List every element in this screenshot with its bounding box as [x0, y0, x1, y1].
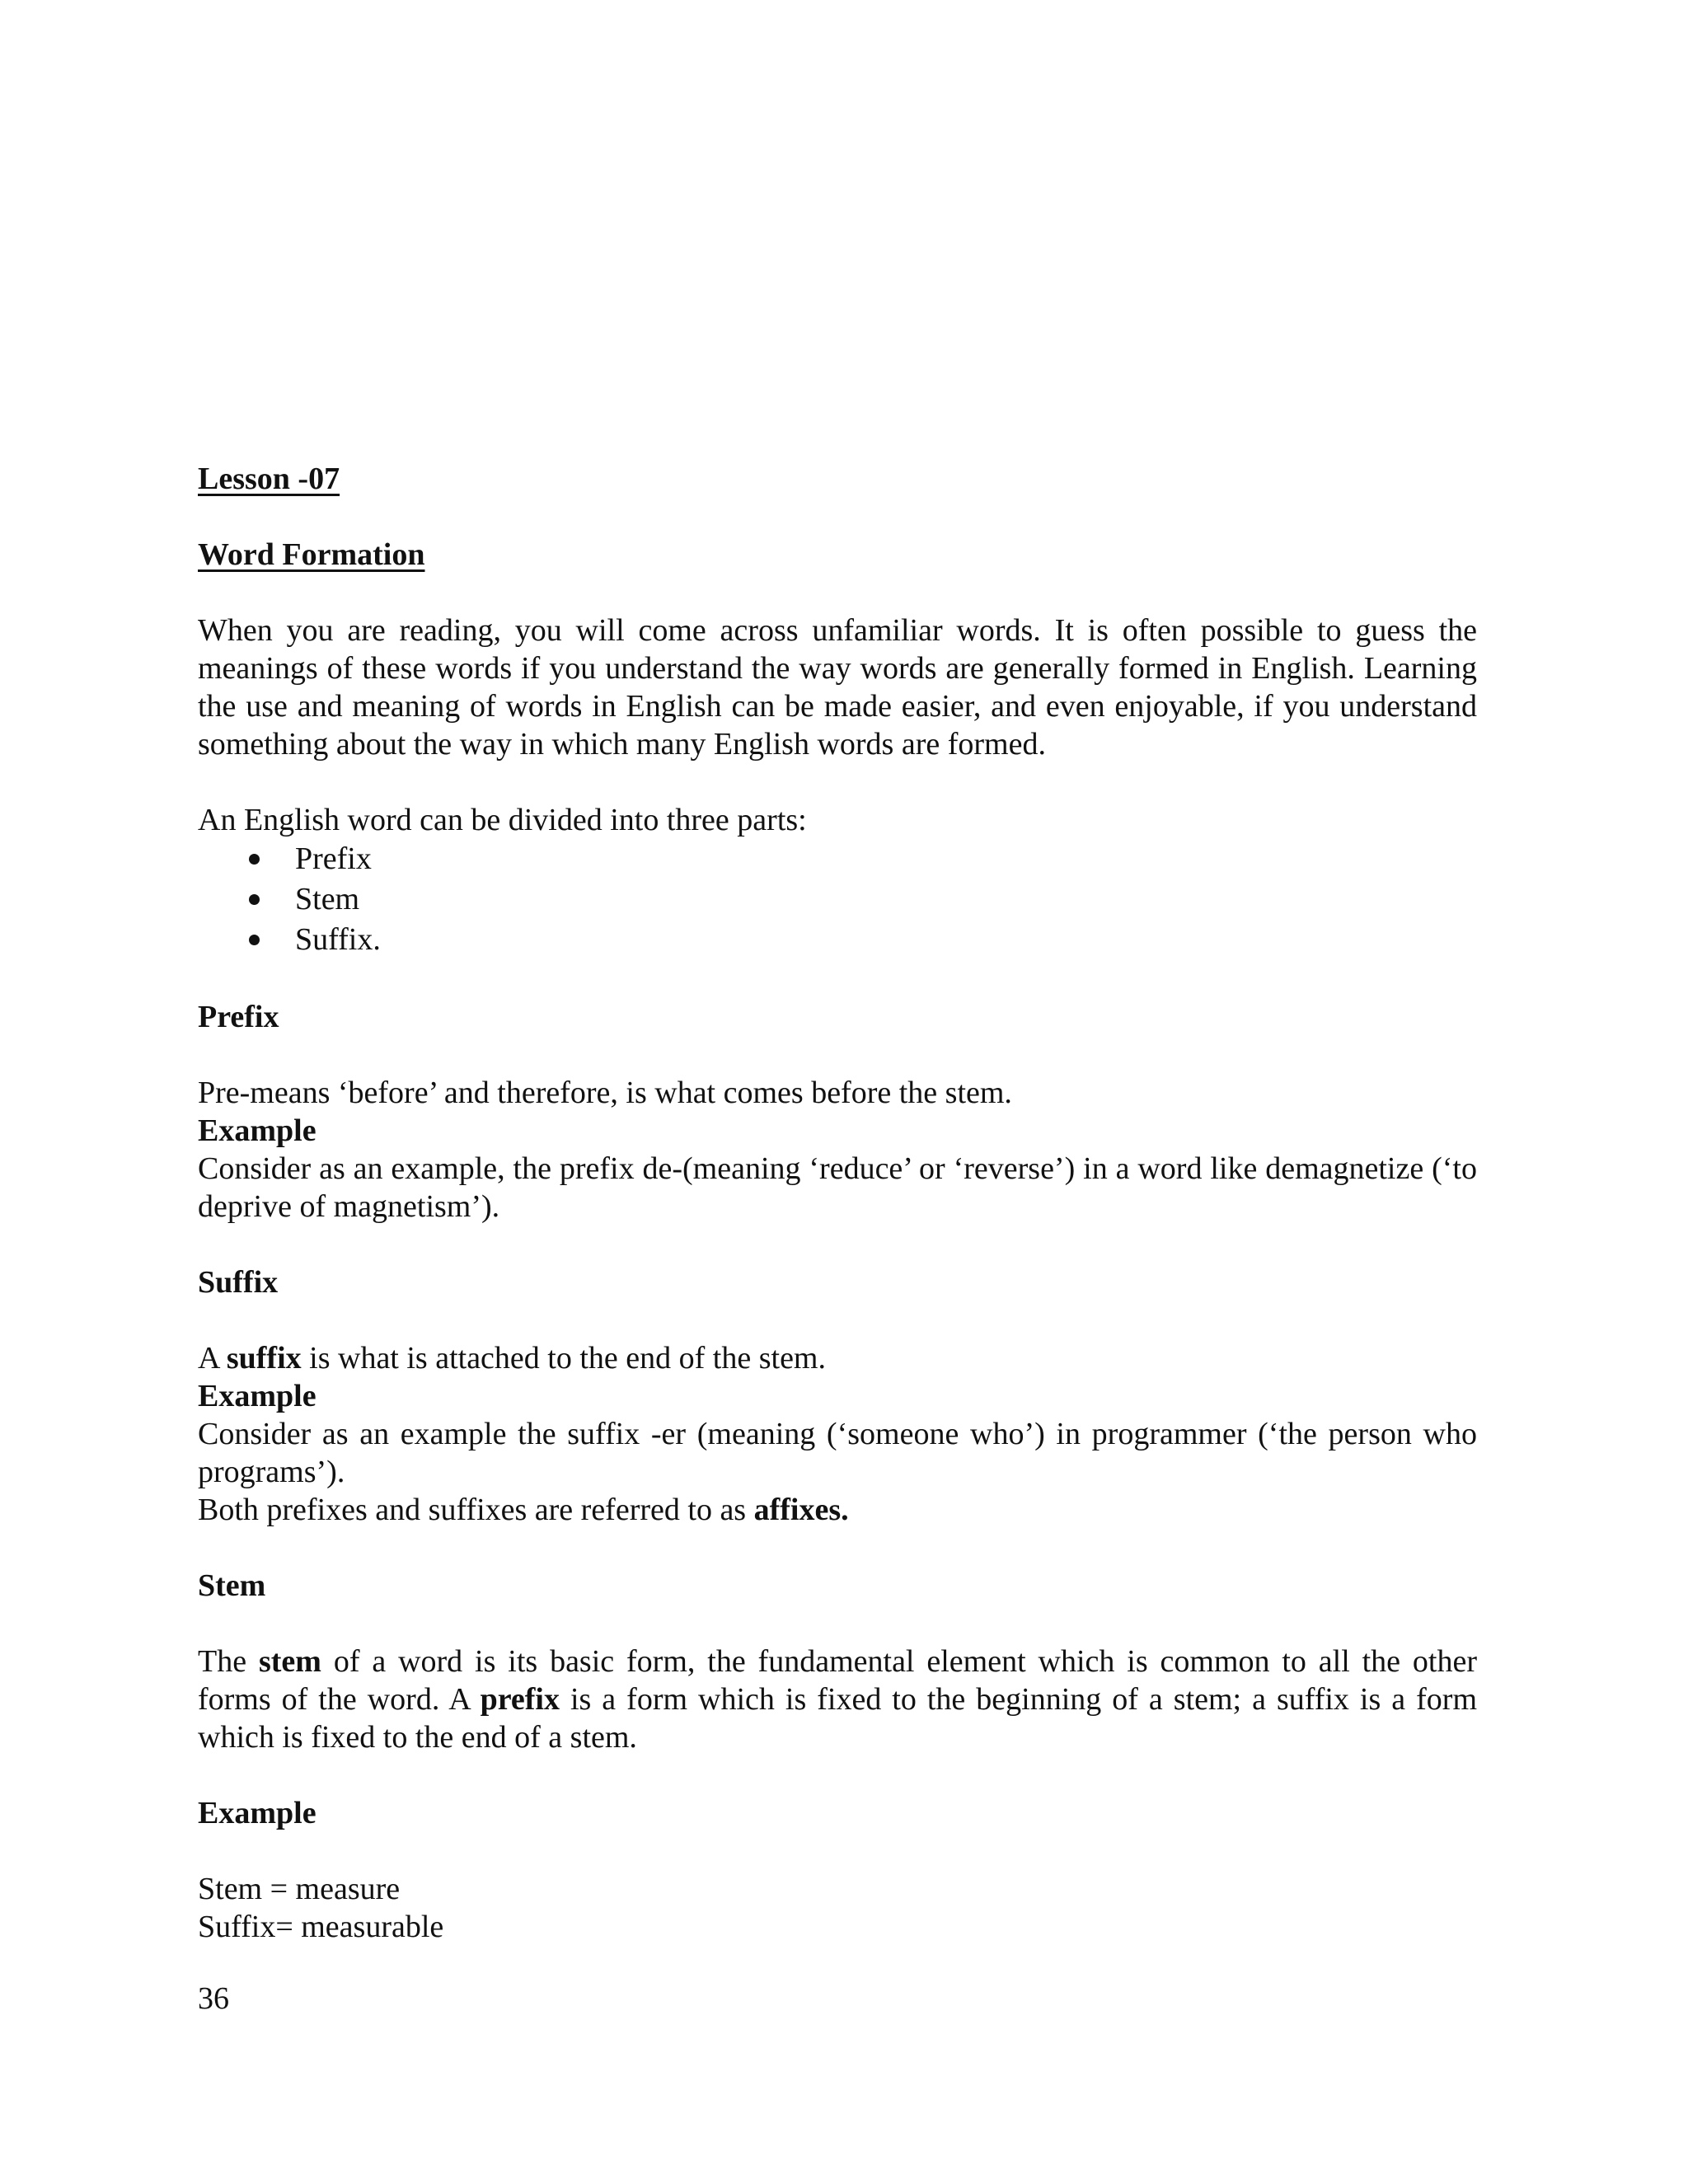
list-item — [198, 879, 1477, 920]
prefix-definition: Pre-means ‘before’ and therefore, is what comes before the stem. — [198, 1076, 1012, 1110]
suffix-heading: Suffix — [198, 1265, 279, 1300]
stem-text-1: The — [198, 1644, 259, 1679]
document-page — [198, 460, 1477, 1946]
stem-term: stem — [258, 1644, 321, 1679]
list-item-label: Stem — [295, 882, 360, 916]
prefix-example-text: Consider as an example, the prefix de-(meaning ‘reduce’ or ‘reverse’) in a word like demagnetize (‘to deprive of magnetism’). — [198, 1151, 1477, 1224]
bullet-icon — [249, 894, 260, 905]
list-item-label: Prefix — [295, 841, 372, 876]
suffix-example-label: Example — [198, 1379, 316, 1413]
list-item-label: Suffix. — [295, 922, 381, 957]
suffix-definition — [198, 1339, 1477, 1377]
list-item — [198, 920, 1477, 960]
section-title: Word Formation — [198, 537, 425, 572]
lesson-title: Lesson -07 — [198, 462, 340, 496]
prefix-heading: Prefix — [198, 1000, 279, 1034]
suffix-example-text: Consider as an example the suffix -er (meaning (‘someone who’) in programmer (‘the person who programs’). — [198, 1417, 1477, 1489]
affixes-note-text: Both prefixes and suffixes are referred to as — [198, 1493, 754, 1527]
affixes-term: affixes. — [753, 1493, 849, 1527]
example-heading: Example — [198, 1796, 316, 1830]
prefix-example-label: Example — [198, 1113, 316, 1148]
suffix-term: suffix — [226, 1341, 302, 1376]
list-item — [198, 839, 1477, 879]
suffix-def-rest: is what is attached to the end of the stem. — [301, 1341, 826, 1376]
bullet-icon — [249, 935, 260, 945]
stem-text-2: of a word is its basic form, the fundamental element which is common to all the other forms of the word. A — [198, 1644, 1478, 1717]
page-number: 36 — [198, 1981, 229, 2016]
stem-text-3: is a form which is fixed to the beginning of a stem; a suffix is a form which is fixed to the end of a stem. — [198, 1682, 1477, 1755]
parts-list — [198, 839, 1477, 960]
parts-intro: An English word can be divided into three parts: — [198, 803, 807, 837]
example-line-stem: Stem = measure — [198, 1872, 401, 1906]
example-line-suffix: Suffix= measurable — [198, 1910, 444, 1944]
stem-paragraph — [198, 1643, 1477, 1756]
stem-heading: Stem — [198, 1568, 266, 1603]
prefix-term: prefix — [480, 1682, 560, 1717]
intro-paragraph: When you are reading, you will come across unfamiliar words. It is often possible to guess the meanings of these words if you understand the way words are generally formed in English. Learning the use and meaning of words in English can be made easier, and even enjoyable, if you understand something about the way in which many English words are formed. — [198, 613, 1477, 762]
bullet-icon — [249, 854, 260, 865]
affixes-note — [198, 1491, 1477, 1529]
suffix-def-prefix-text: A — [198, 1341, 227, 1376]
